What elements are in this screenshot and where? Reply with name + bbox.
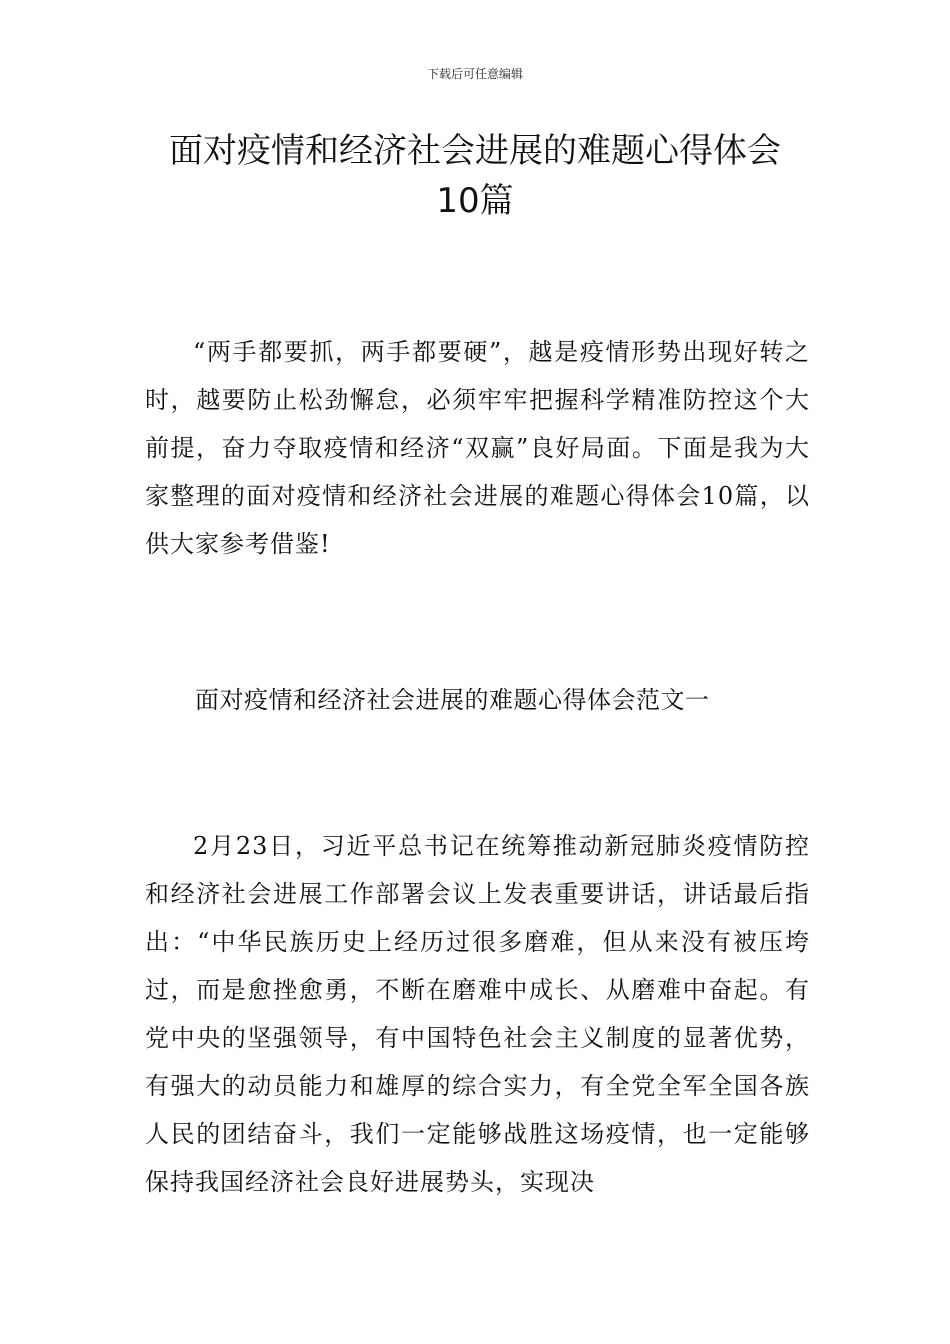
header-note: 下载后可任意编辑 xyxy=(426,67,523,81)
document-title xyxy=(135,126,815,226)
section-heading: 面对疫情和经济社会进展的难题心得体会范文一 xyxy=(195,686,710,714)
section-paragraph: 2月23日，习近平总书记在统筹推动新冠肺炎疫情防控和经济社会进展工作部署会议上发表重要讲话，讲话最后指出：“中华民族历史上经历过很多磨难，但从来没有被压垮过，而是愈挫愈勇，不断在磨难中成长、从磨难中奋起。有党中央的坚强领导，有中国特色社会主义制度的显著优势，有强大的动员能力和雄厚的综合实力，有全党全军全国各族人民的团结奋斗，我们一定能够战胜这场疫情，也一定能够保持我国经济社会良好进展势头，实现决 xyxy=(145,832,810,1196)
intro-paragraph: “两手都要抓，两手都要硬”，越是疫情形势出现好转之时，越要防止松劲懈怠，必须牢牢把握科学精准防控这个大前提，奋力夺取疫情和经济“双赢”良好局面。下面是我为大家整理的面对疫情和经济社会进展的难题心得体会10篇，以供大家参考借鉴! xyxy=(145,338,810,558)
document-title-line2: 10篇 xyxy=(436,181,514,221)
document-title-line1: 面对疫情和经济社会进展的难题心得体会 xyxy=(169,131,781,171)
